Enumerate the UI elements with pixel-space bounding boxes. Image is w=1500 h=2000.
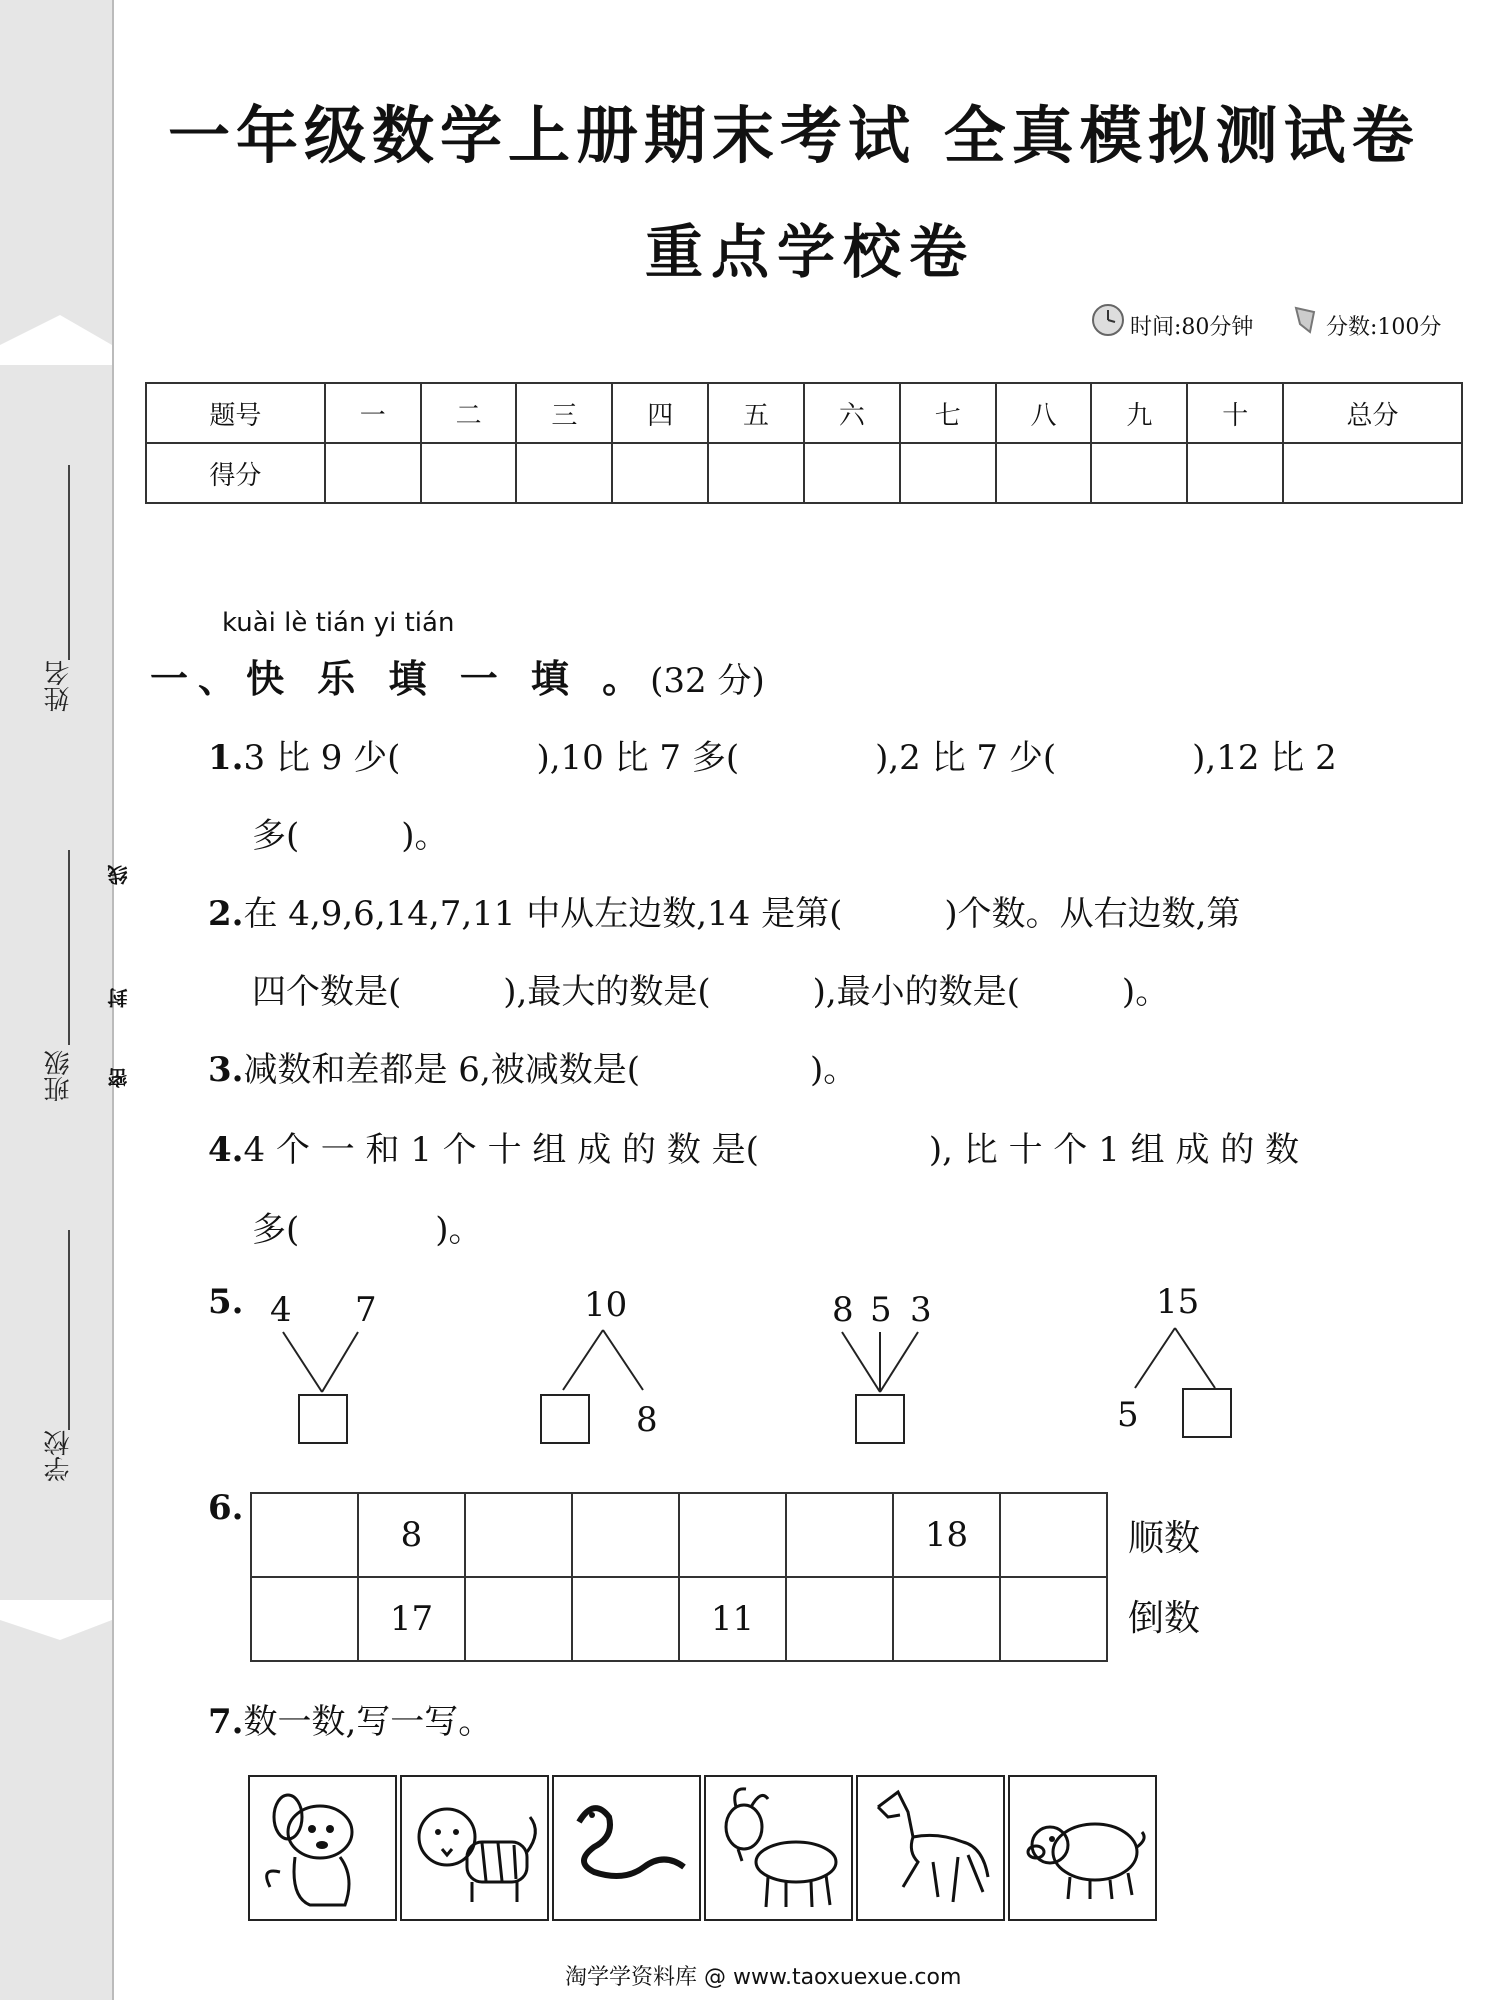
score-header-cell: 三 — [516, 383, 612, 443]
score-header-cell: 五 — [708, 383, 804, 443]
question-text: 数一数,写一写。 — [243, 1702, 493, 1742]
score-cell[interactable] — [1283, 443, 1462, 503]
tiger-icon — [402, 1777, 547, 1919]
exam-score: 分数:100分 — [1326, 315, 1442, 340]
score-cell[interactable] — [516, 443, 612, 503]
tree3-num-c: 3 — [910, 1290, 932, 1330]
tree3-num-a: 8 — [832, 1290, 854, 1330]
tiger-picture — [400, 1775, 549, 1921]
question-text: 减数和差都是 6,被减数是( )。 — [243, 1050, 858, 1090]
score-cell[interactable] — [421, 443, 517, 503]
goat-picture — [704, 1775, 853, 1921]
exam-time: 时间:80分钟 — [1130, 315, 1254, 340]
score-header-cell: 八 — [996, 383, 1092, 443]
class-write-line — [68, 850, 70, 1045]
question-4-line2: 多( )。 — [252, 1210, 483, 1250]
tree1-num-b: 7 — [355, 1290, 377, 1330]
question-6-number: 6. — [208, 1488, 244, 1528]
question-text: 3 比 9 少( ),10 比 7 多( ),2 比 7 少( ),12 比 2 — [243, 738, 1337, 778]
question-number: 7. — [208, 1702, 244, 1742]
score-cell[interactable] — [900, 443, 996, 503]
score-header-cell: 题号 — [146, 383, 325, 443]
dog-picture — [248, 1775, 397, 1921]
sequence-grid — [250, 1492, 1108, 1662]
horse-icon — [858, 1777, 1003, 1919]
sequence-label-backward: 倒数 — [1128, 1598, 1201, 1639]
score-header-cell: 二 — [421, 383, 517, 443]
question-7 — [208, 1694, 492, 1743]
tree3-answer-box[interactable] — [855, 1394, 905, 1444]
sequence-cell[interactable] — [465, 1493, 572, 1577]
seal-char-feng: 封 — [107, 988, 131, 1008]
score-cell[interactable] — [1187, 443, 1283, 503]
question-4 — [208, 1122, 1299, 1171]
sequence-label-forward: 顺数 — [1128, 1518, 1201, 1559]
pig-picture — [1008, 1775, 1157, 1921]
question-3 — [208, 1042, 857, 1091]
ribbon-icon — [1290, 302, 1326, 342]
question-number: 4. — [208, 1130, 244, 1170]
tree1-num-a: 4 — [270, 1290, 292, 1330]
question-number: 3. — [208, 1050, 244, 1090]
page-footer: 淘学学资料库 @ www.taoxuexue.com — [565, 1965, 962, 1990]
class-label: 班级 — [44, 1050, 74, 1102]
question-text: 4 个 一 和 1 个 十 组 成 的 数 是( ), 比 十 个 1 组 成 的 数 — [243, 1130, 1300, 1170]
binding-margin — [0, 0, 112, 2000]
tree4-answer-box[interactable] — [1182, 1388, 1232, 1438]
sequence-cell: 18 — [893, 1493, 1000, 1577]
page-subtitle: 重点学校卷 — [645, 218, 976, 286]
score-table — [145, 382, 1463, 504]
sequence-cell[interactable] — [251, 1493, 358, 1577]
question-2-line2: 四个数是( ),最大的数是( ),最小的数是( )。 — [252, 972, 1170, 1012]
score-cell[interactable] — [996, 443, 1092, 503]
name-write-line — [68, 465, 70, 660]
tree2-answer-box[interactable] — [540, 1394, 590, 1444]
sequence-cell[interactable] — [572, 1493, 679, 1577]
score-header-cell: 九 — [1091, 383, 1187, 443]
sequence-cell[interactable] — [893, 1577, 1000, 1661]
name-label: 姓名 — [44, 660, 74, 712]
score-cell[interactable] — [325, 443, 421, 503]
tree4-num-top: 15 — [1156, 1282, 1200, 1322]
score-header-cell: 十 — [1187, 383, 1283, 443]
score-cell[interactable] — [1091, 443, 1187, 503]
sequence-cell[interactable] — [679, 1493, 786, 1577]
clock-icon — [1090, 302, 1126, 342]
score-row-label: 得分 — [146, 443, 325, 503]
section1-pinyin: kuài lè tián yi tián — [222, 608, 455, 638]
tree2-num-top: 10 — [584, 1285, 628, 1325]
sequence-cell: 11 — [679, 1577, 786, 1661]
horse-picture — [856, 1775, 1005, 1921]
tree4-num-given: 5 — [1117, 1395, 1139, 1435]
tree3-num-b: 5 — [870, 1290, 892, 1330]
question-number: 1. — [208, 738, 244, 778]
section1-heading — [150, 648, 765, 703]
sequence-cell[interactable] — [1000, 1577, 1107, 1661]
question-number: 2. — [208, 894, 244, 934]
goat-icon — [706, 1777, 851, 1919]
sequence-cell[interactable] — [786, 1577, 893, 1661]
question-5-number: 5. — [208, 1282, 244, 1322]
snake-icon — [554, 1777, 699, 1919]
seal-char-xian: 线 — [107, 865, 131, 885]
margin-notch-bottom — [0, 1600, 112, 1660]
margin-notch-top — [0, 305, 112, 365]
score-header-cell: 一 — [325, 383, 421, 443]
school-label: 学校 — [44, 1430, 74, 1482]
sequence-cell: 17 — [358, 1577, 465, 1661]
sequence-cell[interactable] — [465, 1577, 572, 1661]
score-table-score-row — [146, 443, 1462, 503]
dog-icon — [250, 1777, 395, 1919]
score-header-cell: 七 — [900, 383, 996, 443]
question-1-line2: 多( )。 — [252, 816, 449, 856]
score-cell[interactable] — [804, 443, 900, 503]
score-table-header-row — [146, 383, 1462, 443]
question-1 — [208, 730, 1337, 779]
score-header-cell: 六 — [804, 383, 900, 443]
seal-char-mi: 密 — [107, 1068, 131, 1088]
tree1-answer-box[interactable] — [298, 1394, 348, 1444]
sequence-cell[interactable] — [251, 1577, 358, 1661]
sequence-row-backward — [251, 1577, 1107, 1661]
question-text: 在 4,9,6,14,7,11 中从左边数,14 是第( )个数。从右边数,第 — [243, 894, 1241, 934]
sequence-cell[interactable] — [786, 1493, 893, 1577]
score-header-cell: 总分 — [1283, 383, 1462, 443]
page-title: 一年级数学上册期末考试 全真模拟测试卷 — [168, 99, 1420, 172]
section1-title: 一、快 乐 填 一 填 。 — [150, 657, 651, 701]
tree2-num-given: 8 — [636, 1400, 658, 1440]
sequence-cell[interactable] — [1000, 1493, 1107, 1577]
score-cell[interactable] — [612, 443, 708, 503]
sequence-cell: 8 — [358, 1493, 465, 1577]
sequence-cell[interactable] — [572, 1577, 679, 1661]
pig-icon — [1010, 1777, 1155, 1919]
section1-points: (32 分) — [650, 661, 765, 701]
sequence-row-forward — [251, 1493, 1107, 1577]
snake-picture — [552, 1775, 701, 1921]
score-cell[interactable] — [708, 443, 804, 503]
question-2 — [208, 886, 1240, 935]
school-write-line — [68, 1230, 70, 1430]
score-header-cell: 四 — [612, 383, 708, 443]
